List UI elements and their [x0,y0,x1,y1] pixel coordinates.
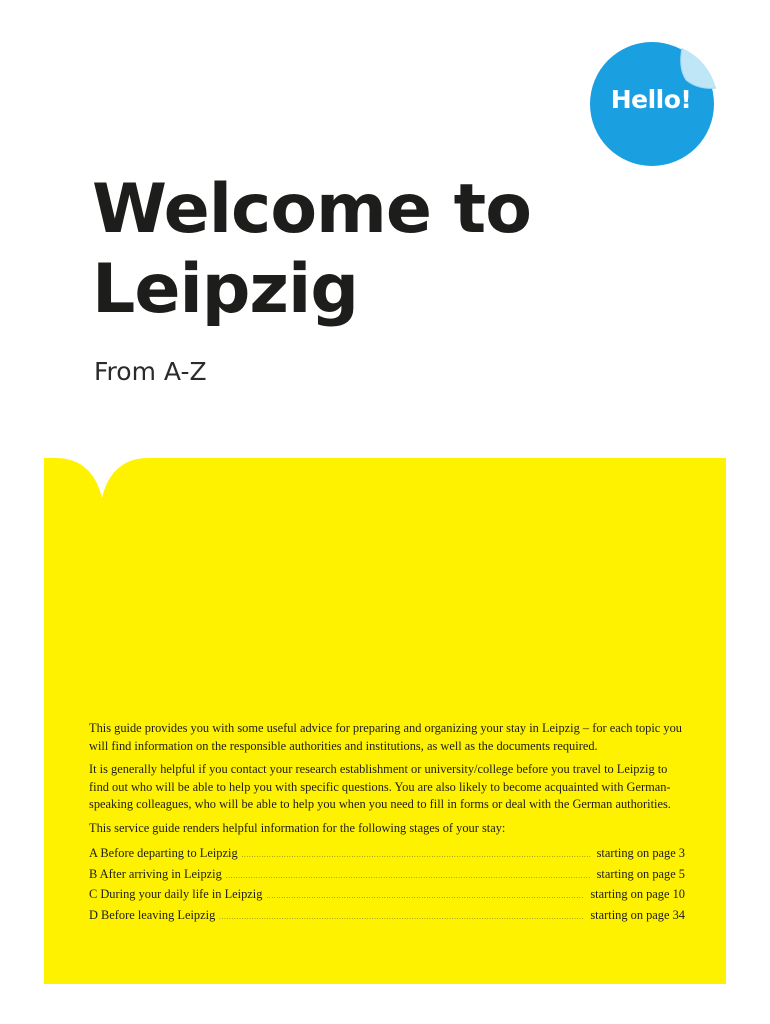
toc-label: C During your daily life in Leipzig [89,887,263,901]
sticker-text: Hello! [610,85,692,114]
toc-label: B After arriving in Leipzig [89,866,222,881]
table-of-contents [89,845,685,927]
intro-paragraph-1: This guide provides you with some useful advice for preparing and organizing your stay in Leipzig – for each topic you will find information on the responsible authorities and institutions, as well as the documents required. [89,721,682,753]
toc-page: starting on page 10 [590,887,685,901]
toc-page: starting on page 3 [596,846,685,860]
title-line-2: Leipzig [92,249,358,329]
toc-item-c [89,886,685,907]
intro-paragraph-2: It is generally helpful if you contact your research establishment or university/college before you travel to Leipzig to find out who will be able to help you with specific questions. You are also likely to become acquainted with German-speaking colleagues, who will be able to help you when you need to fill in forms or deal with the German authorities. [89,762,671,811]
toc-label: A Before departing to Leipzig [89,846,238,860]
toc-label: D Before leaving Leipzig [89,907,216,922]
hello-sticker [590,42,720,166]
page-title [92,170,531,329]
toc-leader-dots [226,869,591,887]
page-subtitle: From A-Z [94,357,207,386]
toc-page: starting on page 5 [596,866,685,881]
toc-item-a [89,845,685,866]
title-line-1: Welcome to [92,170,531,249]
toc-leader-dots [219,910,584,928]
intro-paragraph-3: This service guide renders helpful information for the following stages of your stay: [89,820,506,835]
intro-content [89,720,685,927]
toc-leader-dots [266,889,584,907]
toc-leader-dots [242,848,591,866]
toc-item-b [89,866,685,887]
toc-item-d [89,907,685,928]
toc-page: starting on page 34 [590,907,685,922]
